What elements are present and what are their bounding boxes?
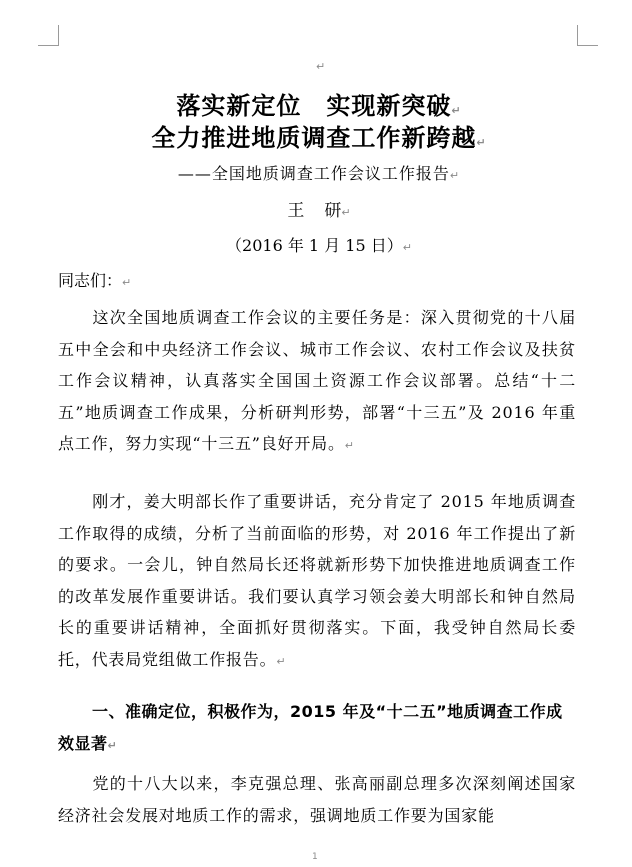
paragraph-mark: ↵: [451, 104, 462, 117]
paragraph-mark: ↵: [316, 60, 326, 73]
page-number: 1: [312, 852, 318, 862]
crop-mark-top-right: [577, 25, 598, 46]
paragraph-mark: ↵: [122, 276, 132, 289]
paragraph-mark: ↵: [402, 241, 412, 254]
paragraph-mark: ↵: [476, 136, 487, 149]
document-subtitle: [58, 161, 580, 184]
crop-mark-top-left: [38, 25, 59, 46]
salutation-text: 同志们：: [58, 271, 123, 290]
document-date: [58, 233, 580, 256]
document-author: [58, 196, 580, 221]
paragraph-mark: ↵: [449, 169, 461, 182]
title-line-2-text: 全力推进地质调查工作新跨越: [151, 124, 477, 152]
title-line-1-text: 落实新定位 实现新突破: [176, 92, 452, 120]
paragraph-mark: ↵: [344, 439, 355, 453]
author-given-name: 研: [324, 201, 342, 221]
section-heading-1: [58, 696, 576, 761]
document-title-line-1: [58, 86, 580, 121]
paragraph-mark: ↵: [276, 654, 287, 668]
paragraph-mark: ↵: [341, 206, 351, 219]
subtitle-text: ——全国地质调查工作会议工作报告: [177, 164, 450, 183]
paragraph-2-text: 刚才，姜大明部长作了重要讲话，充分肯定了 2015 年地质调查工作取得的成绩，分析了当前面临的形势，对 2016 年工作提出了新的要求。一会儿，钟自然局长还将就新形势下加快推进地质调查工作的改革发展作重要讲话。我们要认真学习领会姜大明部长和钟自然局长的重要讲话精神，全面抓好贯彻落实。下面，我受钟自然局长委托，代表局党组做工作报告。: [58, 492, 576, 669]
paragraph-3-text: 党的十八大以来，李克强总理、张高丽副总理多次深刻阐述国家经济社会发展对地质工作的需求，强调地质工作要为国家能: [58, 774, 576, 825]
paragraph-1-text: 这次全国地质调查工作会议的主要任务是：深入贯彻党的十八届五中全会和中央经济工作会议、城市工作会议、农村工作会议及扶贫工作会议精神，认真落实全国国土资源工作会议部署。总结“十二五”地质调查工作成果，分析研判形势，部署“十三五”及 2016 年重点工作，努力实现“十三五”良好开局。: [58, 308, 576, 454]
author-surname: 王: [287, 201, 305, 221]
date-text: （2016 年 1 月 15 日）: [226, 236, 403, 255]
heading-1-text: 一、准确定位，积极作为，2015 年及“十二五”地质调查工作成效显著: [58, 702, 563, 753]
body-paragraph-1: [58, 302, 576, 462]
paragraph-mark: ↵: [107, 738, 118, 752]
body-paragraph-2: [58, 486, 576, 678]
document-title-line-2: [58, 118, 580, 153]
body-paragraph-3: [58, 768, 576, 831]
salutation: [58, 268, 131, 291]
